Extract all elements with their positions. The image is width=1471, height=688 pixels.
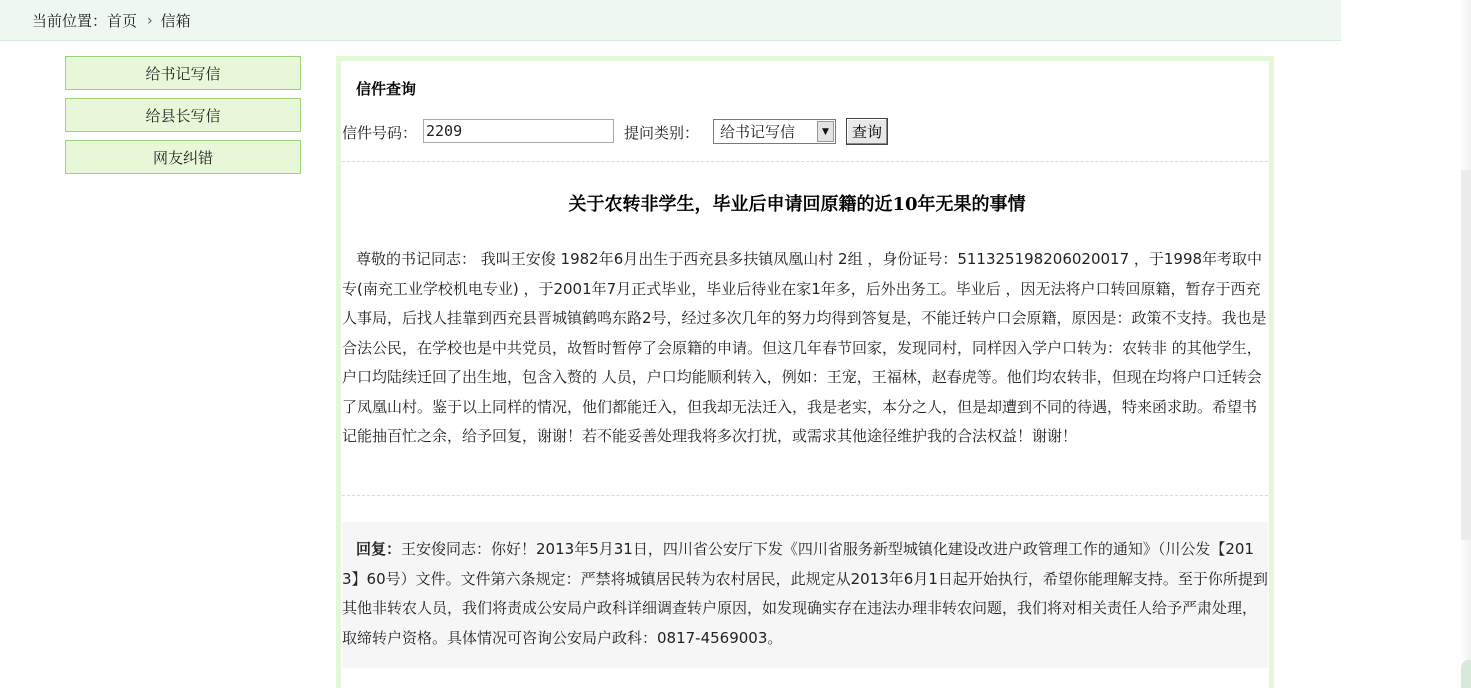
query-button-label: 查询 [851,123,882,141]
menu-item-label: 给书记写信 [145,64,221,83]
write-to-secretary-button[interactable] [65,56,301,90]
divider [342,161,1268,162]
breadcrumb-prefix: 当前位置： [32,12,108,30]
question-type-label: 提问类别： [624,124,700,142]
scrollbar-corner [1461,660,1471,688]
chevron-right-icon: › [147,12,153,29]
breadcrumb-current: 信箱 [160,12,191,30]
reply-body: 王安俊同志：你好！2013年5月31日，四川省公安厅下发《四川省服务新型城镇化建设改进户政管理工作的通知》（川公发【2013】60号）文件。文件第六条规定：严禁将城镇居民转为农村居民，此规定从2013年6月1日起开始执行，希望你能理解支持。至于你所提到其他非转农人员，我们将责成公安局户政科详细调查转户原因，如发现确实存在违法办理非转农问题，我们将对相关责任人给予严肃处理，取缔转户资格。具体情况可咨询公安局户政科：0817-4569003。 [342,540,1268,647]
reply-label: 回复： [356,540,402,558]
divider [342,495,1268,496]
question-type-select[interactable] [713,119,836,144]
top-bar [0,0,1341,41]
menu-item-label: 给县长写信 [145,106,221,125]
query-section-title: 信件查询 [356,80,417,98]
netizen-correction-button[interactable] [65,140,301,174]
breadcrumb [32,10,191,31]
letter-number-input[interactable] [423,119,614,143]
letter-title: 关于农转非学生，毕业后申请回原籍的近10年无果的事情 [568,194,1026,215]
chevron-down-icon[interactable]: ▼ [817,121,834,142]
scrollbar-track[interactable] [1461,170,1471,540]
breadcrumb-home-link[interactable]: 首页 [107,12,138,30]
right-gutter [1341,0,1471,688]
query-button[interactable] [846,118,888,145]
question-type-value: 给书记写信 [720,123,796,141]
menu-item-label: 网友纠错 [152,148,213,167]
reply-content [342,535,1268,653]
write-to-county-head-button[interactable] [65,98,301,132]
letter-body: 尊敬的书记同志： 我叫王安俊 1982年6月出生于西充县多扶镇凤凰山村 2组 ，身份证号：511325198206020017 ，于1998年考取中专(南充工业学校机电专业) ，于2001年7月正式毕业，毕业后待业在家1年多，后外出务工。毕业后 ，因无法将户口转回原籍，暂存于西充人事局，后找人挂靠到西充县晋城镇鹤鸣东路2号，经过多次几年的努力均得到答复是，不能迁转户口会原籍，原因是：政策不支持。我也是合法公民，在学校也是中共党员，故暂时暂停了会原籍的申请。但这几年春节回家，发现同村，同样因入学户口转为：农转非 的其他学生，户口均陆续迁回了出生地，包含入赘的 人员，户口均能顺利转入，例如：王宠，王福林，赵春虎等。他们均农转非，但现在均将户口迁转会了凤凰山村。鉴于以上同样的情况，他们都能迁入，但我却无法迁入，我是老实，本分之人，但是却遭到不同的待遇，特来函求助。希望书记能抽百忙之余，给予回复，谢谢！若不能妥善处理我将多次打扰，或需求其他途径维护我的合法权益！谢谢！ [342,250,1267,445]
letter-number-label: 信件号码： [342,124,418,142]
